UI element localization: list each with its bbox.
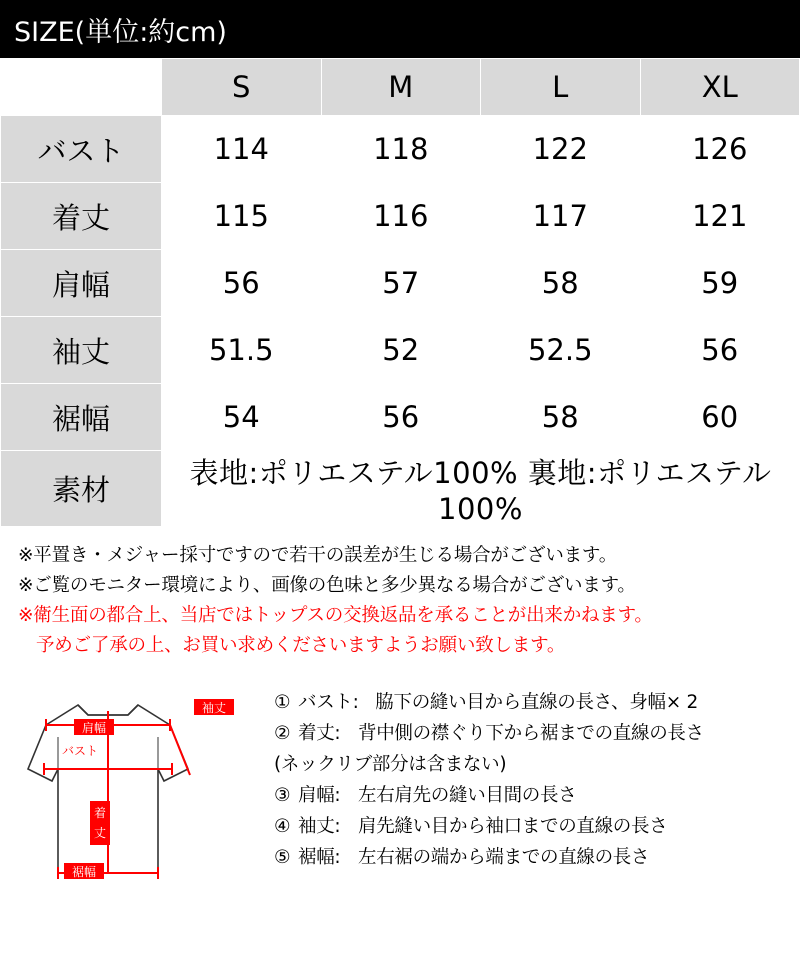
size-header — [0, 0, 800, 58]
column-header-m: M — [321, 59, 481, 116]
cell-susohaba-s: 54 — [162, 384, 322, 451]
body-length-label-text-2: 丈 — [93, 826, 107, 840]
cell-susohaba-xl: 60 — [640, 384, 800, 451]
cell-bust-s: 114 — [162, 116, 322, 183]
legend-item-katahaba — [274, 780, 800, 811]
legend-text-2: 背中側の襟ぐり下から裾までの直線の長さ — [358, 723, 704, 744]
cell-katahaba-s: 56 — [162, 250, 322, 317]
notes-section — [0, 527, 800, 661]
legend-item-susohaba — [274, 842, 800, 873]
bust-label-text: バスト — [61, 744, 99, 758]
cell-kitake-l: 117 — [481, 183, 641, 250]
hem-label-text: 裾幅 — [71, 865, 97, 879]
cell-kitake-m: 116 — [321, 183, 481, 250]
cell-sodetake-l: 52.5 — [481, 317, 641, 384]
legend-text-5: 肩先縫い目から袖口までの直線の長さ — [358, 816, 668, 837]
legend-item-sodetake — [274, 811, 800, 842]
table-row — [1, 317, 800, 384]
note-4: 予めご了承の上、お買い求めくださいますようお願い致します。 — [36, 635, 566, 656]
row-label-katahaba: 肩幅 — [1, 250, 162, 317]
sleeve-label-text: 袖丈 — [201, 701, 227, 715]
legend-label-4: 肩幅: — [298, 785, 341, 806]
measurement-guide — [0, 677, 800, 897]
column-header-s: S — [162, 59, 322, 116]
column-header-xl: XL — [640, 59, 800, 116]
legend-label-6: 裾幅: — [298, 847, 341, 868]
legend-text-6: 左右裾の端から端までの直線の長さ — [358, 847, 650, 868]
size-table — [0, 58, 800, 527]
cell-sodetake-m: 52 — [321, 317, 481, 384]
legend-item-kitake-note — [274, 749, 800, 780]
cell-katahaba-xl: 59 — [640, 250, 800, 317]
table-row — [1, 183, 800, 250]
cell-susohaba-m: 56 — [321, 384, 481, 451]
legend-text-3: (ネックリブ部分は含まない) — [274, 754, 507, 775]
legend-list — [258, 677, 800, 897]
legend-num-6: ⑤ — [274, 847, 291, 868]
legend-num-5: ④ — [274, 816, 291, 837]
legend-num-2: ② — [274, 723, 291, 744]
table-row-material — [1, 451, 800, 527]
legend-label-2: 着丈: — [298, 723, 341, 744]
shoulder-label-text: 肩幅 — [81, 721, 107, 735]
cell-susohaba-l: 58 — [481, 384, 641, 451]
legend-text-1: 脇下の縫い目から直線の長さ、身幅× 2 — [375, 692, 699, 713]
note-1: ※平置き・メジャー採寸ですので若干の誤差が生じる場合がございます。 — [18, 545, 618, 566]
cell-bust-m: 118 — [321, 116, 481, 183]
cell-kitake-s: 115 — [162, 183, 322, 250]
table-header-row — [1, 59, 800, 116]
table-row — [1, 250, 800, 317]
table-row — [1, 384, 800, 451]
cell-material-value: 表地:ポリエステル100% 裏地:ポリエステル100% — [162, 451, 800, 527]
cell-sodetake-s: 51.5 — [162, 317, 322, 384]
legend-text-4: 左右肩先の縫い目間の長さ — [358, 785, 577, 806]
row-label-bust: バスト — [1, 116, 162, 183]
cell-sodetake-xl: 56 — [640, 317, 800, 384]
legend-label-1: バスト: — [298, 692, 359, 713]
row-label-susohaba: 裾幅 — [1, 384, 162, 451]
legend-item-bust — [274, 687, 800, 718]
cell-katahaba-l: 58 — [481, 250, 641, 317]
note-3: ※衛生面の都合上、当店ではトップスの交換返品を承ることが出来かねます。 — [18, 605, 653, 626]
column-header-l: L — [481, 59, 641, 116]
tshirt-diagram-svg — [18, 677, 258, 897]
table-row — [1, 116, 800, 183]
row-label-kitake: 着丈 — [1, 183, 162, 250]
legend-item-kitake — [274, 718, 800, 749]
cell-kitake-xl: 121 — [640, 183, 800, 250]
legend-num-1: ① — [274, 692, 291, 713]
legend-num-4: ③ — [274, 785, 291, 806]
row-label-material: 素材 — [1, 451, 162, 527]
size-header-title: SIZE(単位:約cm) — [14, 16, 227, 48]
legend-label-5: 袖丈: — [298, 816, 341, 837]
tshirt-diagram — [18, 677, 258, 897]
cell-bust-xl: 126 — [640, 116, 800, 183]
table-corner-cell — [1, 59, 162, 116]
body-length-label-text-1: 着 — [93, 806, 107, 820]
row-label-sodetake: 袖丈 — [1, 317, 162, 384]
cell-katahaba-m: 57 — [321, 250, 481, 317]
cell-bust-l: 122 — [481, 116, 641, 183]
note-2: ※ご覧のモニター環境により、画像の色味と多少異なる場合がございます。 — [18, 575, 636, 596]
